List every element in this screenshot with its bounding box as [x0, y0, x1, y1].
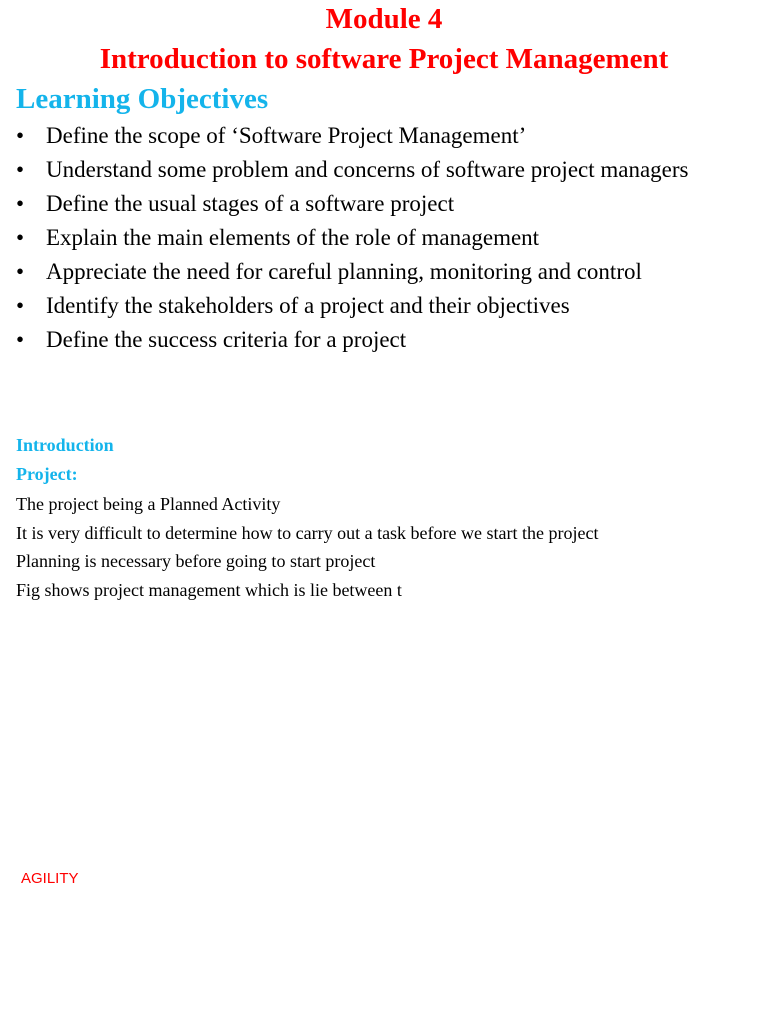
- list-item: [16, 119, 756, 153]
- introduction-heading: Introduction: [16, 435, 114, 455]
- list-item: [16, 255, 756, 289]
- bullet-icon: •: [16, 191, 25, 216]
- bullet-icon: •: [16, 225, 25, 250]
- list-item: [16, 187, 756, 221]
- body-line: Planning is necessary before going to start project: [16, 551, 376, 572]
- list-item-text: Identify the stakeholders of a project and their objectives: [46, 293, 570, 318]
- learning-objectives-list: [16, 119, 756, 357]
- list-item-text: Appreciate the need for careful planning, monitoring and control: [46, 259, 642, 284]
- list-item-text: Define the success criteria for a project: [46, 327, 407, 352]
- agility-label: AGILITY: [21, 870, 79, 887]
- list-item-text: Explain the main elements of the role of management: [46, 225, 540, 250]
- list-item-text: Define the usual stages of a software project: [46, 191, 455, 216]
- list-item: [16, 289, 756, 323]
- bullet-icon: •: [16, 293, 25, 318]
- list-item: [16, 323, 756, 357]
- body-line: The project being a Planned Activity: [16, 494, 281, 514]
- body-line: It is very difficult to determine how to carry out a task before we start the project: [16, 522, 599, 543]
- bullet-icon: •: [16, 327, 25, 352]
- list-item-text: Define the scope of ‘Software Project Management’: [46, 123, 527, 148]
- body-line: Fig shows project management which is lie between t: [16, 580, 402, 601]
- project-subheading: Project:: [16, 464, 78, 484]
- list-item: [16, 221, 756, 255]
- list-item-text: Understand some problem and concerns of software project managers: [46, 157, 689, 182]
- bullet-icon: •: [16, 157, 25, 182]
- page-title: Introduction to software Project Management: [99, 43, 669, 75]
- bullet-icon: •: [16, 123, 25, 148]
- module-title: Module 4: [325, 3, 443, 35]
- bullet-icon: •: [16, 259, 25, 284]
- list-item: [16, 153, 756, 187]
- learning-objectives-heading: Learning Objectives: [16, 83, 269, 115]
- introduction-body: [16, 490, 756, 605]
